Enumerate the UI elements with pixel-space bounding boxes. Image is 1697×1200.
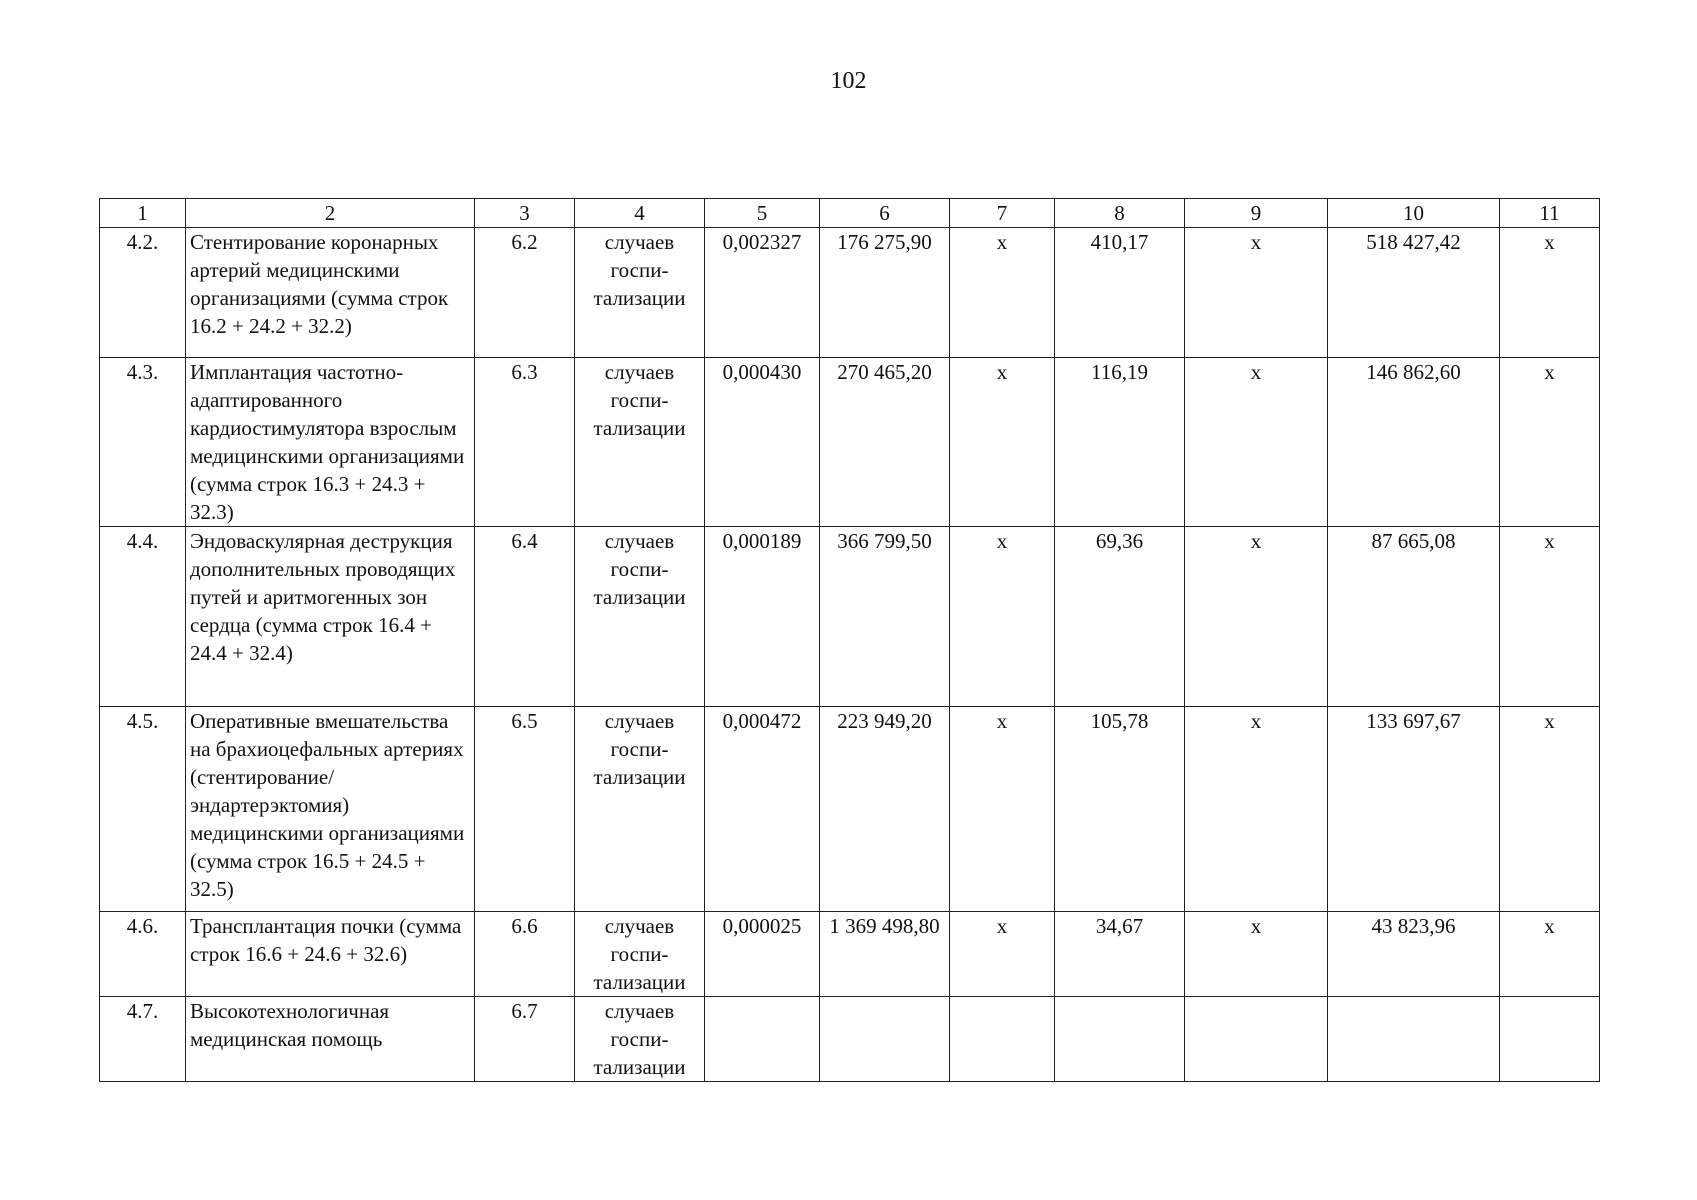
cell-line-code: 6.6 [475,912,575,997]
cell-col-8: 69,36 [1055,527,1185,707]
unit-line: случаев [604,914,675,938]
header-cell-col-11: 11 [1500,199,1600,228]
cell-line-code: 6.7 [475,997,575,1082]
cell-norm-volume: 0,002327 [705,228,820,358]
cell-unit [575,707,705,912]
cell-row-number: 4.4. [100,527,186,707]
header-cell-col-5: 5 [705,199,820,228]
table-row [100,912,1600,997]
cell-col-7: x [950,228,1055,358]
cell-col-7: x [950,358,1055,527]
unit-line: госпи- [610,737,669,761]
cell-col-11: x [1500,707,1600,912]
unit-line: госпи- [610,557,669,581]
cell-unit [575,358,705,527]
header-cell-col-7: 7 [950,199,1055,228]
cell-col-7 [950,997,1055,1082]
header-cell-col-8: 8 [1055,199,1185,228]
cell-unit [575,912,705,997]
cell-norm-volume [705,997,820,1082]
table-row [100,707,1600,912]
cell-indicator-name: Оперативные вмешательства на брахиоцефальных артериях (стентирование/ эндартерэктомия) медицинскими организациями (сумма строк 16.5 + 24.5 + 32.5) [186,707,475,912]
cell-row-number: 4.7. [100,997,186,1082]
unit-line: тализации [593,970,686,994]
unit-line: случаев [604,529,675,553]
unit-line: госпи- [610,258,669,282]
cell-line-code: 6.2 [475,228,575,358]
cell-col-8: 410,17 [1055,228,1185,358]
cell-col-7: x [950,912,1055,997]
cell-col-7: x [950,707,1055,912]
cell-col-10: 518 427,42 [1328,228,1500,358]
unit-line: случаев [604,999,675,1023]
cell-unit-cost: 366 799,50 [820,527,950,707]
cell-unit [575,228,705,358]
cell-col-9: x [1185,527,1328,707]
cell-col-11 [1500,997,1600,1082]
cell-col-9: x [1185,912,1328,997]
unit-line: тализации [593,286,686,310]
cell-norm-volume: 0,000025 [705,912,820,997]
unit-line: случаев [604,709,675,733]
cell-col-11: x [1500,228,1600,358]
cell-col-11: x [1500,527,1600,707]
cell-unit [575,997,705,1082]
cell-col-9: x [1185,358,1328,527]
cell-line-code: 6.4 [475,527,575,707]
cell-row-number: 4.6. [100,912,186,997]
cell-col-9 [1185,997,1328,1082]
cell-col-10: 146 862,60 [1328,358,1500,527]
cell-unit-cost: 176 275,90 [820,228,950,358]
table-row [100,527,1600,707]
cell-line-code: 6.5 [475,707,575,912]
cell-unit-cost: 1 369 498,80 [820,912,950,997]
header-cell-col-10: 10 [1328,199,1500,228]
unit-line: случаев [604,230,675,254]
cell-col-9: x [1185,707,1328,912]
cell-col-8: 34,67 [1055,912,1185,997]
cell-row-number: 4.2. [100,228,186,358]
cell-line-code: 6.3 [475,358,575,527]
cell-unit-cost [820,997,950,1082]
cell-col-9: x [1185,228,1328,358]
cell-col-8: 105,78 [1055,707,1185,912]
header-cell-col-9: 9 [1185,199,1328,228]
cell-indicator-name: Эндоваскулярная деструкция дополнительных проводящих путей и аритмогенных зон сердца (сумма строк 16.4 + 24.4 + 32.4) [186,527,475,707]
table-header [100,199,1600,228]
unit-line: случаев [604,360,675,384]
cell-indicator-name: Высокотехнологичная медицинская помощь [186,997,475,1082]
unit-line: госпи- [610,388,669,412]
cell-indicator-name: Имплантация частотно-адаптированного кардиостимулятора взрослым медицинскими организациями (сумма строк 16.3 + 24.3 + 32.3) [186,358,475,527]
table-row [100,997,1600,1082]
header-cell-col-3: 3 [475,199,575,228]
cell-unit [575,527,705,707]
table-body [100,228,1600,1082]
cell-col-7: x [950,527,1055,707]
header-cell-col-6: 6 [820,199,950,228]
data-table [99,198,1600,1082]
cell-unit-cost: 270 465,20 [820,358,950,527]
cell-col-8: 116,19 [1055,358,1185,527]
cell-col-10: 133 697,67 [1328,707,1500,912]
cell-col-10: 43 823,96 [1328,912,1500,997]
cell-col-11: x [1500,912,1600,997]
table-container [99,198,1599,1082]
table-row [100,228,1600,358]
cell-indicator-name: Стентирование коронарных артерий медицинскими организациями (сумма строк 16.2 + 24.2 + 32.2) [186,228,475,358]
cell-norm-volume: 0,000430 [705,358,820,527]
cell-col-8 [1055,997,1185,1082]
unit-line: тализации [593,1055,686,1079]
header-row [100,199,1600,228]
unit-line: тализации [593,585,686,609]
unit-line: госпи- [610,1027,669,1051]
cell-row-number: 4.3. [100,358,186,527]
unit-line: госпи- [610,942,669,966]
cell-col-10 [1328,997,1500,1082]
unit-line: тализации [593,416,686,440]
cell-col-11: x [1500,358,1600,527]
header-cell-col-4: 4 [575,199,705,228]
header-cell-col-2: 2 [186,199,475,228]
cell-norm-volume: 0,000189 [705,527,820,707]
page-number: 102 [830,68,867,94]
cell-norm-volume: 0,000472 [705,707,820,912]
table-row [100,358,1600,527]
unit-line: тализации [593,765,686,789]
header-cell-col-1: 1 [100,199,186,228]
cell-col-10: 87 665,08 [1328,527,1500,707]
cell-row-number: 4.5. [100,707,186,912]
cell-unit-cost: 223 949,20 [820,707,950,912]
cell-indicator-name: Трансплантация почки (сумма строк 16.6 + 24.6 + 32.6) [186,912,475,997]
